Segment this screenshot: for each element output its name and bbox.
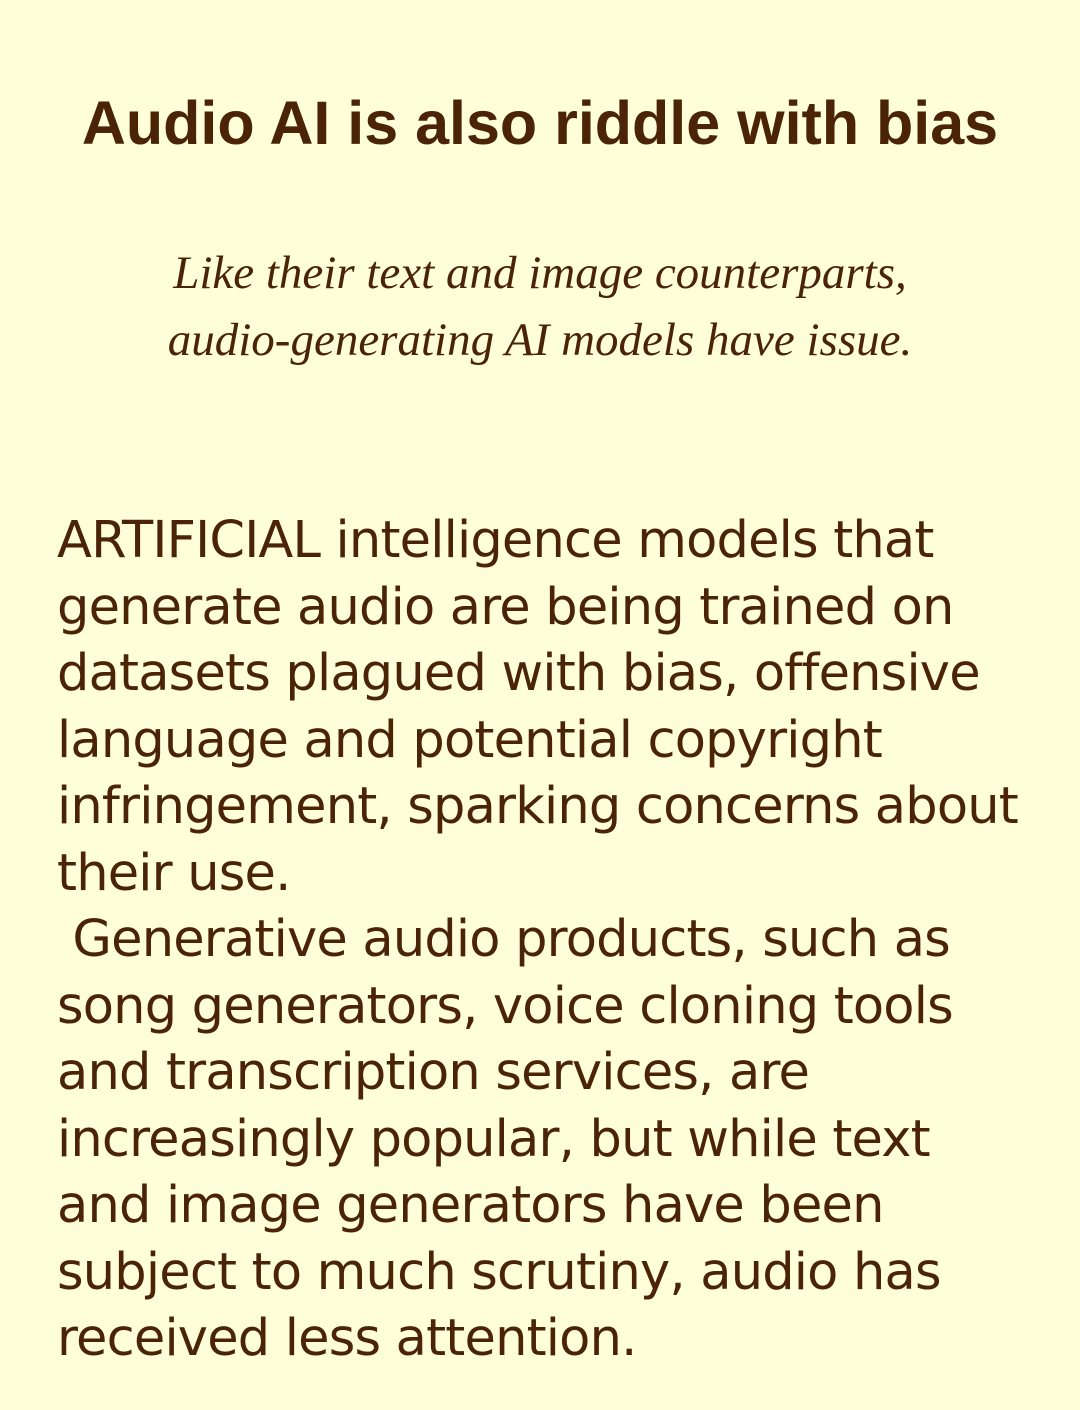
body-line: infringement, sparking concerns about: [57, 777, 1018, 836]
subheadline-line: Like their text and image counterparts,: [173, 247, 907, 299]
body-line: ARTIFICIAL intelligence models that: [57, 511, 934, 570]
body-line: received less attention.: [57, 1309, 637, 1368]
body-line: increasingly popular, but while text: [57, 1109, 930, 1169]
body-line: generate audio are being trained on: [57, 577, 954, 637]
body-line: their use.: [57, 843, 291, 903]
body-line: datasets plagued with bias, offensive: [57, 644, 980, 703]
article-body: [57, 508, 1067, 1373]
article-subheadline: [0, 240, 1080, 374]
body-line: language and potential copyright: [57, 710, 882, 770]
body-line: and image generators have been: [57, 1176, 884, 1235]
subheadline-line: audio-generating AI models have issue.: [167, 314, 913, 366]
article-headline: Audio AI is also riddle with bias: [81, 89, 999, 157]
body-line: and transcription services, are: [57, 1043, 810, 1102]
body-line: song generators, voice cloning tools: [57, 976, 953, 1036]
body-line: subject to much scrutiny, audio has: [57, 1242, 941, 1302]
body-line: Generative audio products, such as: [57, 910, 950, 969]
